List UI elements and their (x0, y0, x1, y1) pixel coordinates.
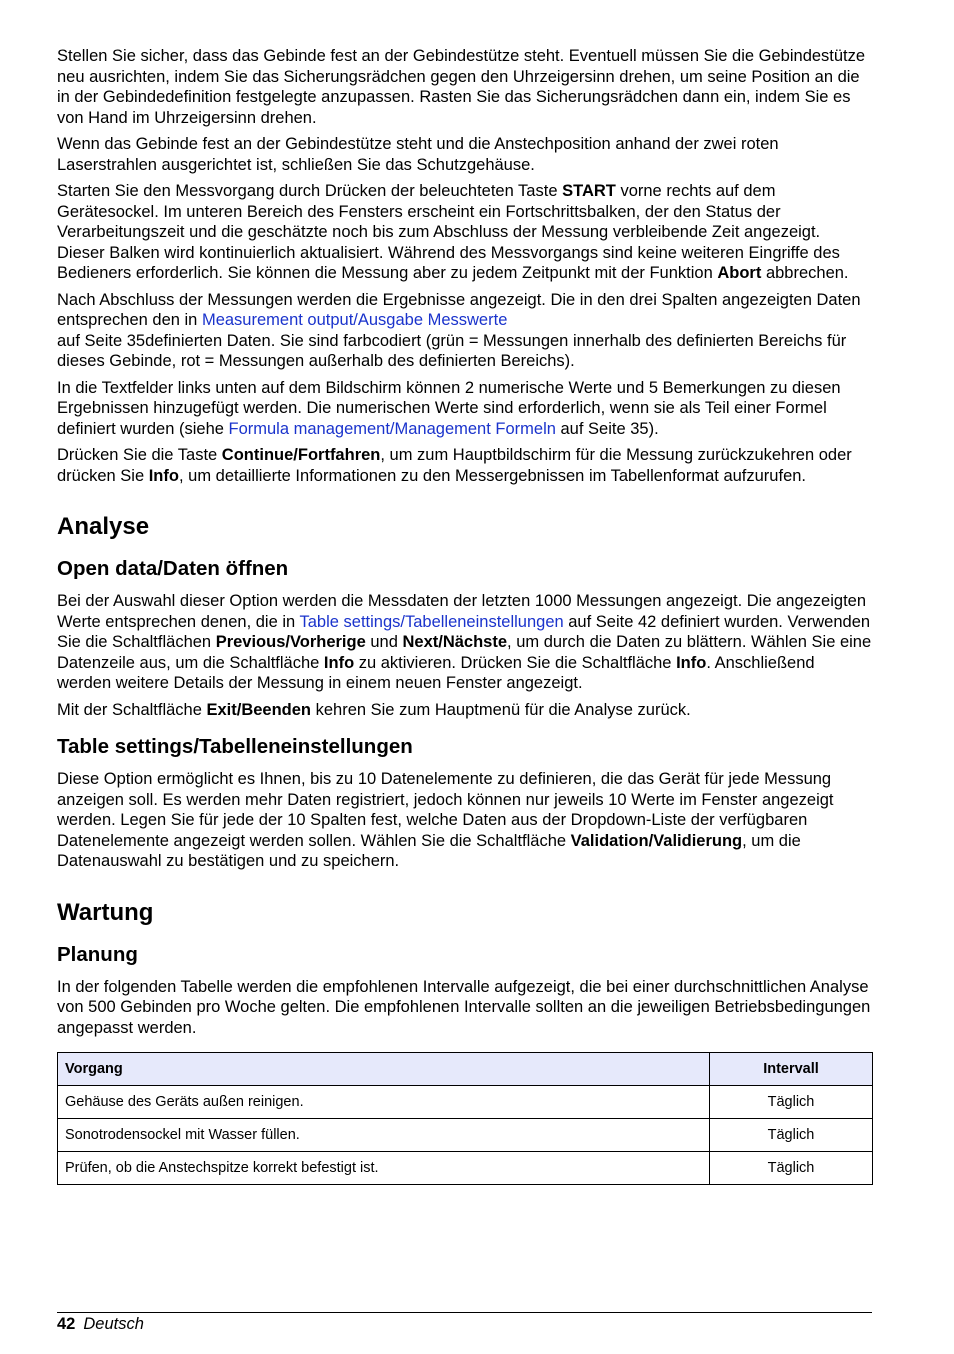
text: Starten Sie den Messvorgang durch Drücken der beleuchteten Taste (57, 182, 563, 200)
text: kehren Sie zum Hauptmenü für die Analyse zurück. (311, 700, 691, 719)
text: In die Textfelder links unten auf dem Bildschirm können 2 numerische Werte und 5 Bemerkungen zu diesen Ergebnissen hinzugefügt werden. Die numerischen Werte sind erforderlich, wenn sie als Teil einer Formel definiert wurden (siehe (57, 378, 841, 438)
continue-label: Continue/Fortfahren (221, 446, 381, 464)
planung-paragraph: In der folgenden Tabelle werden die empfohlenen Intervalle aufgezeigt, die bei einer durchschnittlichen Analyse von 500 Gebinden pro Woche gelten. Die empfohlenen Intervalle sollten an die jeweiligen Betriebsbedingungen angepasst werden. (57, 977, 871, 1037)
text: abbrechen. (761, 264, 849, 282)
intro-paragraph-6 (57, 445, 872, 486)
cell-vorgang: Sonotrodensockel mit Wasser füllen. (58, 1119, 710, 1152)
text: vorne rechts auf dem Gerätesockel. Im unteren Bereich des Fensters erscheint ein Fortschrittsbalken, der den Status der Verarbeitungszeit und die geschätzte noch bis zum Abschluss der Messung verbleibende Zeit angezeigt. Dieser Balken wird kontinuierlich aktualisiert. Während des Messvorgangs sind keine weiteren Eingriffe des Bedieners erforderlich. Sie können die Messung aber zu jedem Zeitpunkt mit der Funktion (57, 182, 840, 282)
info-label: Info (676, 653, 707, 672)
heading-wartung: Wartung (57, 898, 154, 926)
text: und (365, 633, 403, 651)
open-data-paragraph-1 (57, 591, 872, 694)
table-row (58, 1086, 873, 1119)
maintenance-table (57, 1052, 873, 1185)
heading-analyse: Analyse (57, 513, 150, 540)
measurement-output-link[interactable]: Measurement output/Ausgabe Messwerte (201, 311, 508, 329)
intro-paragraph-5 (57, 378, 872, 440)
page-number: 42 (57, 1315, 76, 1333)
text: auf Seite 35). (555, 419, 659, 438)
intro-paragraph-4 (57, 290, 872, 372)
text: . Anschließend werden weitere Details der Messung in einem neuen Fenster angezeigt. (57, 653, 815, 692)
text: Bei der Auswahl dieser Option werden die Messdaten der letzten 1000 Messungen angezeigt. Die angezeigten Werte entsprechen denen, die in (57, 592, 867, 631)
next-label: Next/Nächste (402, 633, 508, 651)
start-key-label: START (562, 182, 616, 200)
page-content (57, 46, 872, 1185)
heading-planung: Planung (57, 942, 138, 966)
intro-paragraph-1: Stellen Sie sicher, dass das Gebinde fest an der Gebindestütze steht. Eventuell müssen Sie die Gebindestütze neu ausrichten, indem Sie das Sicherungsrädchen gegen den Uhrzeigersinn drehen, um seine Position an die in der Gebindedefinition festgelegte anzupassen. Rasten Sie das Sicherungsrädchen dann ein, indem Sie es von Hand im Uhrzeigersinn drehen. (57, 47, 866, 127)
table-settings-paragraph (57, 769, 872, 872)
text: , um detaillierte Informationen zu den Messergebnissen im Tabellenformat aufzurufen. (178, 466, 807, 485)
text: Mit der Schaltfläche (57, 700, 207, 719)
info-label: Info (148, 466, 179, 485)
open-data-paragraph-2 (57, 700, 872, 721)
intro-paragraph-3 (57, 181, 872, 284)
text: auf Seite 35definierten Daten. Sie sind farbcodiert (grün = Messungen innerhalb des definierten Bereichs für dieses Gebinde, rot = Messungen außerhalb des definierten Bereichs). (57, 331, 847, 370)
footer-language: Deutsch (83, 1315, 144, 1333)
text: , um die Datenauswahl zu bestätigen und zu speichern. (57, 831, 801, 870)
formula-management-link[interactable]: Formula management/Management Formeln (228, 419, 556, 438)
table-header-row (58, 1053, 873, 1086)
header-intervall: Intervall (710, 1053, 873, 1086)
cell-intervall: Täglich (710, 1152, 873, 1185)
intro-paragraph-2: Wenn das Gebinde fest an der Gebindestütze steht und die Anstechposition anhand der zwei roten Laserstrahlen ausgerichtet ist, schließen Sie das Schutzgehäuse. (57, 135, 779, 174)
abort-label: Abort (717, 264, 762, 282)
exit-label: Exit/Beenden (206, 700, 312, 719)
header-vorgang: Vorgang (58, 1053, 710, 1086)
text: , um durch die Daten zu blättern. Wählen Sie eine Datenzeile aus, um die Schaltfläche (57, 633, 872, 672)
cell-intervall: Täglich (710, 1119, 873, 1152)
heading-table-settings: Table settings/Tabelleneinstellungen (57, 735, 413, 758)
cell-intervall: Täglich (710, 1086, 873, 1119)
text: auf Seite 42 definiert wurden. Verwenden Sie die Schaltflächen (57, 612, 871, 651)
cell-vorgang: Gehäuse des Geräts außen reinigen. (58, 1086, 710, 1119)
table-row (58, 1152, 873, 1185)
text: Diese Option ermöglicht es Ihnen, bis zu 10 Datenelemente zu definieren, die das Gerät für jede Messung anzeigen soll. Es werden mehr Daten registriert, jedoch können nur jeweils 10 Werte im Fenster angezeigt werden. Legen Sie für jede der 10 Spalten fest, welche Daten aus der Dropdown-Liste der verfügbaren Datenelemente angezeigt werden sollen. Wählen Sie die Schaltfläche (57, 770, 834, 850)
validation-label: Validation/Validierung (570, 831, 743, 850)
cell-vorgang: Prüfen, ob die Anstechspitze korrekt befestigt ist. (58, 1152, 710, 1185)
previous-label: Previous/Vorherige (215, 633, 366, 651)
table-row (58, 1119, 873, 1152)
table-settings-link[interactable]: Table settings/Tabelleneinstellungen (299, 612, 564, 631)
text: Nach Abschluss der Messungen werden die Ergebnisse angezeigt. Die in den drei Spalten angezeigten Daten entsprechen den in (57, 290, 861, 329)
info-label: Info (323, 653, 355, 672)
text: Drücken Sie die Taste (57, 446, 222, 464)
heading-open-data: Open data/Daten öffnen (57, 557, 289, 580)
text: , um zum Hauptbildschirm für die Messung zurückzukehren oder drücken Sie (57, 446, 852, 485)
page-footer (57, 1312, 872, 1334)
text: zu aktivieren. Drücken Sie die Schaltfläche (354, 653, 677, 672)
